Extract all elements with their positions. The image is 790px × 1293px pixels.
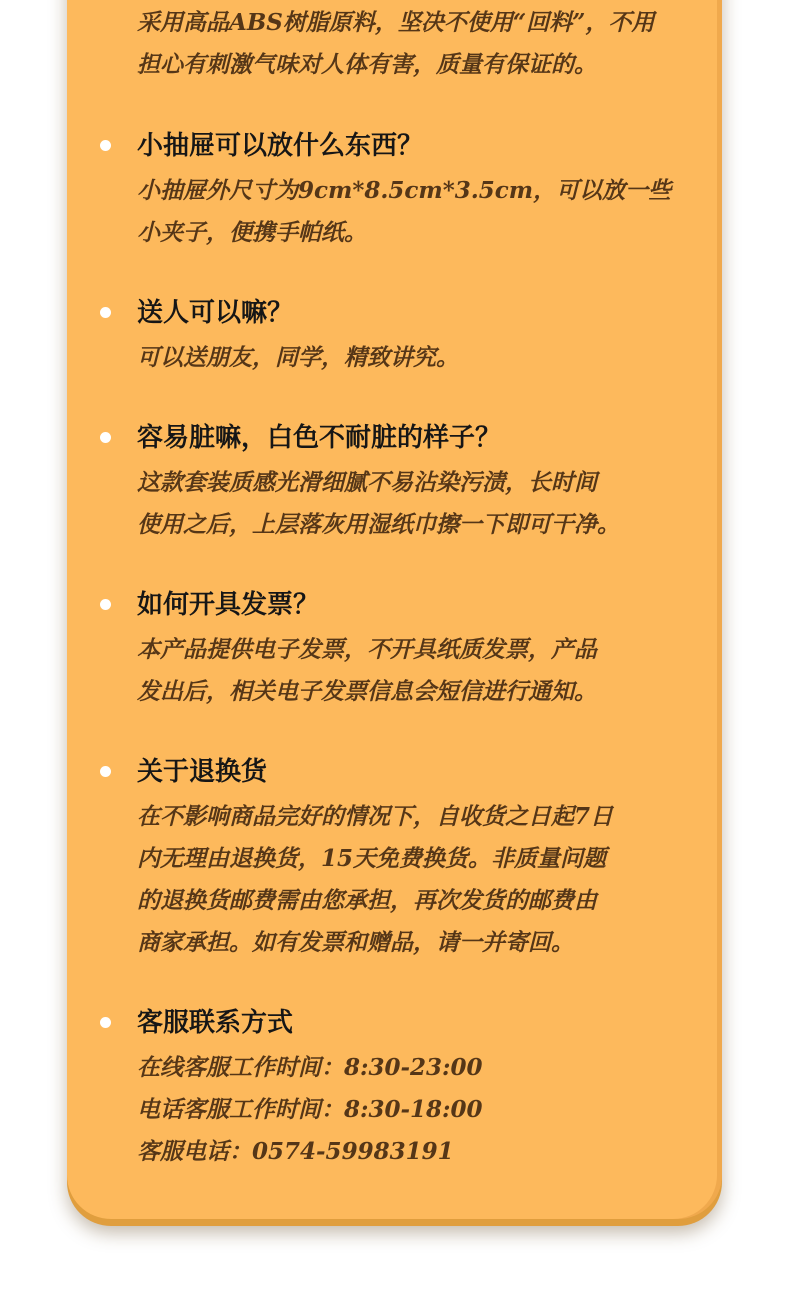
faq-question	[137, 584, 717, 626]
faq-question	[137, 292, 717, 334]
question-text: 关于退换货	[137, 757, 268, 787]
answer-line: 客服电话：0574-59983191	[137, 1138, 454, 1165]
answer-line: 小抽屉外尺寸为9cm*8.5cm*3.5cm，可以放一些	[137, 177, 672, 204]
answer-line: 电话客服工作时间：8:30-18:00	[137, 1096, 483, 1123]
answer-line: 的退换货邮费需由您承担，再次发货的邮费由	[137, 887, 597, 914]
intro-text	[137, 2, 717, 86]
answer-line: 商家承担。如有发票和赠品，请一并寄回。	[137, 929, 574, 956]
bullet-dot-icon	[100, 432, 111, 443]
faq-answer	[137, 1047, 717, 1173]
faq-item	[137, 1002, 717, 1173]
faq-answer	[137, 462, 717, 546]
answer-line: 本产品提供电子发票，不开具纸质发票，产品	[137, 636, 597, 663]
intro-line: 采用高品ABS树脂原料，坚决不使用“回料”，不用	[137, 9, 655, 36]
faq-item	[137, 751, 717, 964]
faq-content	[137, 2, 717, 1173]
faq-item	[137, 417, 717, 546]
question-text: 送人可以嘛？	[137, 298, 294, 328]
bullet-dot-icon	[100, 140, 111, 151]
bullet-dot-icon	[100, 766, 111, 777]
faq-answer	[137, 170, 717, 254]
answer-line: 在不影响商品完好的情况下，自收货之日起7日	[137, 803, 614, 830]
faq-answer	[137, 629, 717, 713]
faq-item	[137, 584, 717, 713]
faq-item	[137, 292, 717, 379]
answer-line: 内无理由退换货，15天免费换货。非质量问题	[137, 845, 607, 872]
question-text: 小抽屉可以放什么东西？	[137, 131, 424, 161]
answer-line: 小夹子，便携手帕纸。	[137, 219, 367, 246]
question-text: 容易脏嘛，白色不耐脏的样子？	[137, 423, 502, 453]
answer-line: 发出后，相关电子发票信息会短信进行通知。	[137, 678, 597, 705]
question-text: 如何开具发票？	[137, 590, 320, 620]
faq-question	[137, 1002, 717, 1044]
answer-line: 使用之后，上层落灰用湿纸巾擦一下即可干净。	[137, 511, 620, 538]
answer-line: 在线客服工作时间：8:30-23:00	[137, 1054, 483, 1081]
intro-line: 担心有刺激气味对人体有害，质量有保证的。	[137, 51, 597, 78]
faq-answer	[137, 337, 717, 379]
question-text: 客服联系方式	[137, 1008, 294, 1038]
faq-question	[137, 417, 717, 459]
bullet-dot-icon	[100, 599, 111, 610]
bullet-dot-icon	[100, 1017, 111, 1028]
faq-question	[137, 125, 717, 167]
faq-question	[137, 751, 717, 793]
answer-line: 这款套装质感光滑细腻不易沾染污渍，长时间	[137, 469, 597, 496]
faq-answer	[137, 796, 717, 964]
answer-line: 可以送朋友，同学，精致讲究。	[137, 344, 459, 371]
bullet-dot-icon	[100, 307, 111, 318]
faq-item	[137, 125, 717, 254]
